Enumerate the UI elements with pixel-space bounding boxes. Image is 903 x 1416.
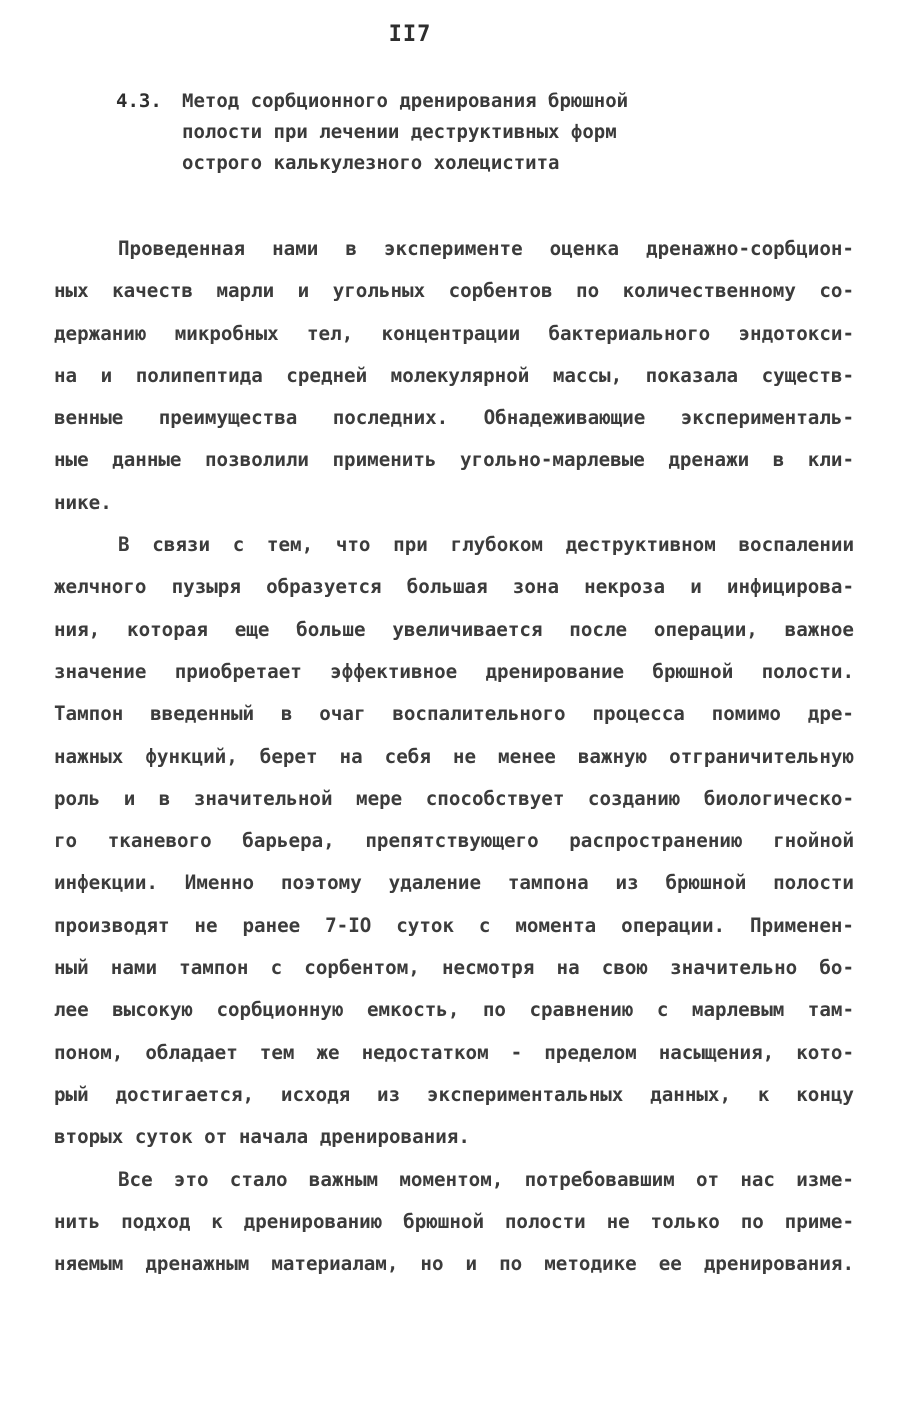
paragraph-2-line-13: поном, обладает тем же недостатком - пределом насыщения, кото- bbox=[54, 1040, 854, 1064]
paragraph-1-line-2: ных качеств марли и угольных сорбентов по количественному со- bbox=[54, 279, 854, 303]
paragraph-2-line-4: значение приобретает эффективное дренирование брюшной полости. bbox=[54, 659, 854, 683]
heading-line-3: острого калькулезного холецистита bbox=[182, 152, 560, 174]
paragraph-2-line-3: ния, которая еще больше увеличивается после операции, важное bbox=[54, 617, 854, 641]
paragraph-2-line-2: желчного пузыря образуется большая зона некроза и инфицирова- bbox=[54, 575, 854, 599]
paragraph-2-line-1: В связи с тем, что при глубоком деструктивном воспалении bbox=[118, 533, 854, 557]
page-number: II7 bbox=[388, 22, 432, 47]
paragraph-2-line-11: ный нами тампон с сорбентом, несмотря на свою значительно бо- bbox=[54, 956, 854, 980]
heading-line-1 bbox=[116, 86, 628, 117]
paragraph-1-line-1: Проведенная нами в эксперименте оценка дренажно-сорбцион- bbox=[118, 237, 854, 260]
paragraph-2-line-5: Тампон введенный в очаг воспалительного процесса помимо дре- bbox=[54, 702, 854, 726]
paragraph-1-line-7: нике. bbox=[54, 490, 112, 514]
paragraph-1-line-4: на и полипептида средней молекулярной массы, показала существ- bbox=[54, 363, 854, 387]
heading-line-2: полости при лечении деструктивных форм bbox=[182, 121, 617, 143]
paragraph-2-line-9: инфекции. Именно поэтому удаление тампона из брюшной полости bbox=[54, 871, 854, 895]
paragraph-1-line-6: ные данные позволили применить угольно-марлевые дренажи в кли- bbox=[54, 448, 854, 472]
paragraph-3-line-2: нить подход к дренированию брюшной полости не только по приме- bbox=[54, 1209, 854, 1233]
heading-text-1: Метод сорбционного дренирования брюшной bbox=[182, 90, 629, 112]
paragraph-3-line-3: няемым дренажным материалам, но и по методике ее дренирования. bbox=[54, 1252, 854, 1276]
paragraph-2-line-6: нажных функций, берет на себя не менее важную отграничительную bbox=[54, 744, 854, 768]
paragraph-2-line-12: лее высокую сорбционную емкость, по сравнению с марлевым там- bbox=[54, 998, 854, 1022]
paragraph-2-line-14: рый достигается, исходя из экспериментальных данных, к концу bbox=[54, 1082, 854, 1106]
paragraph-2-line-7: роль и в значительной мере способствует созданию биологическо- bbox=[54, 786, 854, 810]
paragraph-1-line-5: венные преимущества последних. Обнадеживающие эксперименталь- bbox=[54, 406, 854, 430]
paragraph-2-line-10: производят не ранее 7-IO суток с момента операции. Применен- bbox=[54, 913, 854, 937]
paragraph-1-line-3: держанию микробных тел, концентрации бактериального эндотокси- bbox=[54, 321, 854, 345]
paragraph-2-line-15: вторых суток от начала дренирования. bbox=[54, 1125, 470, 1149]
section-heading bbox=[116, 86, 628, 179]
section-number: 4.3. bbox=[116, 90, 162, 112]
paragraph-3-line-1: Все это стало важным моментом, потребовавшим от нас изме- bbox=[118, 1167, 854, 1191]
paragraph-2-line-8: го тканевого барьера, препятствующего распространению гнойной bbox=[54, 829, 854, 853]
body-text bbox=[54, 228, 854, 1285]
